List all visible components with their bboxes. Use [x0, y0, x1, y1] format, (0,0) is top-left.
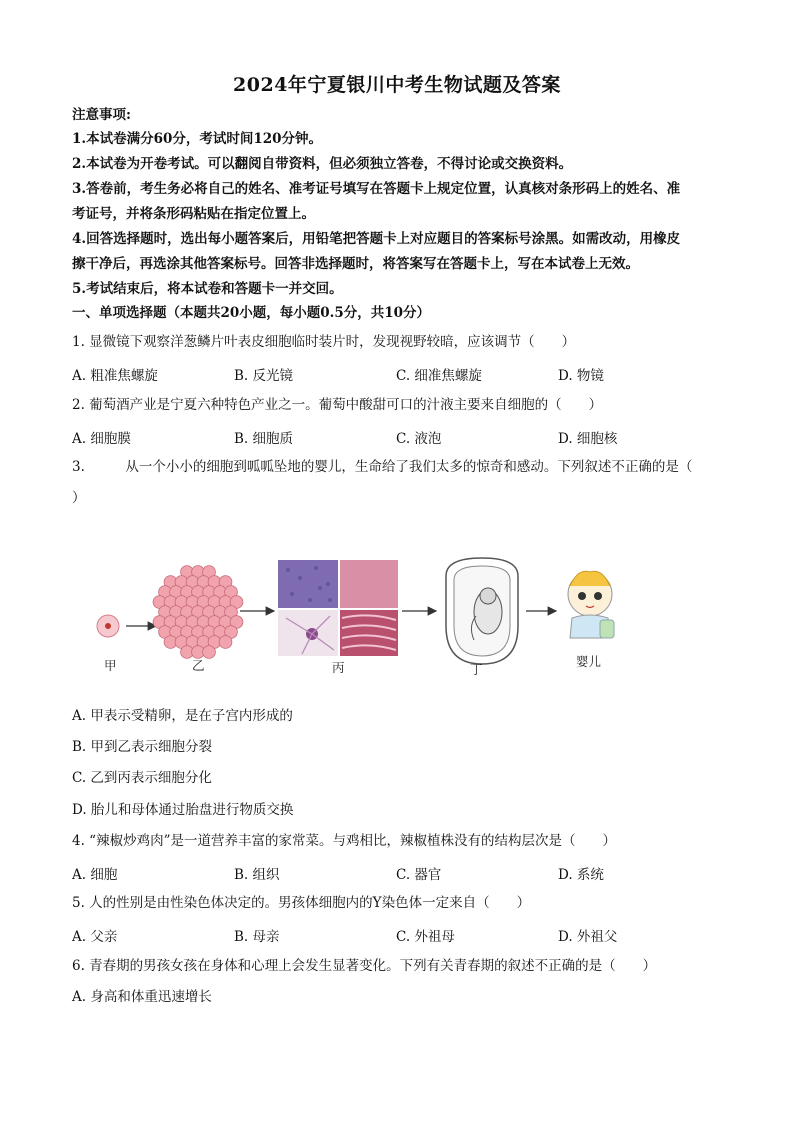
q3-stem: 3. 从一个小小的细胞到呱呱坠地的婴儿，生命给了我们太多的惊奇和感动。下列叙述不正确的是（	[72, 459, 693, 475]
tissues-icon	[278, 560, 398, 656]
option-c[interactable]: C. 液泡	[396, 431, 442, 447]
q3-option-a[interactable]: A. 甲表示受精卵，是在子宫内形成的	[72, 708, 293, 724]
figure-label-yi: 乙	[192, 658, 205, 673]
figure-label-baby: 婴儿	[576, 654, 602, 669]
q4-options	[72, 863, 722, 881]
option-a[interactable]: A. 细胞	[72, 867, 118, 883]
zygote-icon	[97, 615, 119, 637]
section-heading: 一、单项选择题（本题共20小题，每小题0.5分，共10分）	[72, 305, 431, 321]
figure-label-jia: 甲	[104, 658, 117, 673]
notice-item: 考证号，并将条形码粘贴在指定位置上。	[72, 206, 315, 222]
q6-stem: 6. 青春期的男孩女孩在身体和心理上会发生显著变化。下列有关青春期的叙述不正确的是（ ）	[72, 958, 657, 974]
notice-item: 擦干净后，再选涂其他答案标号。回答非选择题时，将答案写在答题卡上，写在本试卷上无效。	[72, 256, 639, 272]
q3-option-d[interactable]: D. 胎儿和母体通过胎盘进行物质交换	[72, 802, 294, 818]
development-figure	[90, 556, 630, 676]
option-d[interactable]: D. 细胞核	[558, 431, 618, 447]
q5-options	[72, 925, 722, 943]
cell	[219, 636, 232, 649]
option-b[interactable]: B. 细胞质	[234, 431, 294, 447]
option-d[interactable]: D. 系统	[558, 867, 604, 883]
q3-option-b[interactable]: B. 甲到乙表示细胞分裂	[72, 739, 213, 755]
q3-option-c[interactable]: C. 乙到丙表示细胞分化	[72, 770, 212, 786]
q6-option-a[interactable]: A. 身高和体重迅速增长	[72, 989, 212, 1005]
q4-stem: 4. “辣椒炒鸡肉”是一道营养丰富的家常菜。与鸡相比，辣椒植株没有的结构层次是（ ）	[72, 833, 616, 849]
option-c[interactable]: C. 细准焦螺旋	[396, 368, 482, 384]
figure-label-bing: 丙	[332, 660, 345, 675]
q3-stem-cont: ）	[72, 490, 86, 506]
baby-icon	[568, 571, 614, 638]
fetus-icon	[446, 558, 518, 664]
notice-item: 3.答卷前，考生务必将自己的姓名、准考证号填写在答题卡上规定位置，认真核对条形码上的姓名、准	[72, 181, 681, 197]
option-b[interactable]: B. 组织	[234, 867, 280, 883]
notice-heading: 注意事项:	[72, 107, 131, 123]
figure-label-ding: 丁	[470, 662, 483, 677]
option-a[interactable]: A. 细胞膜	[72, 431, 131, 447]
option-b[interactable]: B. 母亲	[234, 929, 280, 945]
option-d[interactable]: D. 外祖父	[558, 929, 618, 945]
option-d[interactable]: D. 物镜	[558, 368, 604, 384]
notice-item: 1.本试卷满分60分，考试时间120分钟。	[72, 131, 323, 147]
notice-item: 4.回答选择题时，选出每小题答案后，用铅笔把答题卡上对应题目的答案标号涂黑。如需改动，用橡皮	[72, 231, 681, 247]
option-c[interactable]: C. 器官	[396, 867, 442, 883]
cell-cluster-icon	[153, 566, 243, 659]
q2-options	[72, 427, 722, 445]
option-a[interactable]: A. 粗准焦螺旋	[72, 368, 158, 384]
page-title: 2024年宁夏银川中考生物试题及答案	[233, 74, 561, 96]
option-c[interactable]: C. 外祖母	[396, 929, 455, 945]
q5-stem: 5. 人的性别是由性染色体决定的。男孩体细胞内的Y染色体一定来自（ ）	[72, 895, 531, 911]
notice-item: 5.考试结束后，将本试卷和答题卡一并交回。	[72, 281, 343, 297]
notice-item: 2.本试卷为开卷考试。可以翻阅自带资料，但必须独立答卷，不得讨论或交换资料。	[72, 156, 573, 172]
development-diagram	[90, 556, 630, 676]
option-b[interactable]: B. 反光镜	[234, 368, 294, 384]
q1-stem: 1. 显微镜下观察洋葱鳞片叶表皮细胞临时装片时，发现视野较暗，应该调节（ ）	[72, 334, 576, 350]
option-a[interactable]: A. 父亲	[72, 929, 118, 945]
cell	[203, 646, 216, 659]
q1-options	[72, 364, 722, 382]
q2-stem: 2. 葡萄酒产业是宁夏六种特色产业之一。葡萄中酸甜可口的汁液主要来自细胞的（ ）	[72, 397, 603, 413]
